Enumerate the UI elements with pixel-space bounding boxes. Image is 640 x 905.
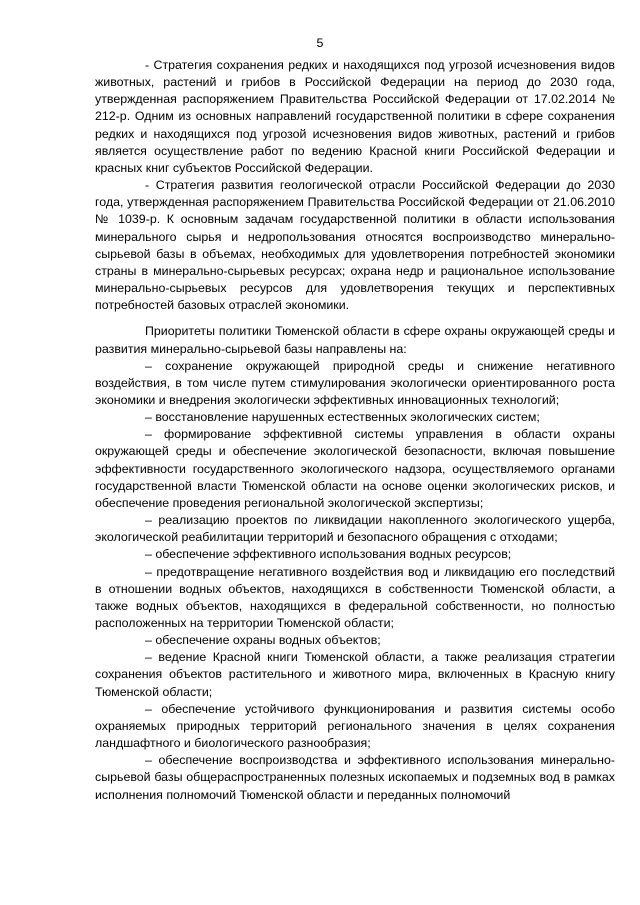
paragraph-strategy-rare-species: - Стратегия сохранения редких и находящихся под угрозой исчезновения видов животных, растений и грибов в Российской Федерации на период до 2030 года, утвержденная распоряжением Правительства Российской Федерации от 17.02.2014 № 212-р. Одним из основных направлений государственной политики в сфере сохранения редких и находящихся под угрозой исчезновения видов животных, растений и грибов является осуществление работ по ведению Красной книги Российской Федерации и красных книг субъектов Российской Федерации. bbox=[95, 58, 615, 175]
list-item-environment-preservation: – сохранение окружающей природной среды и снижение негативного воздействия, в том числе путем стимулирования экологически ориентированного роста экономики и внедрения экологически эффективных инновационных технологий; bbox=[95, 358, 615, 407]
list-item-red-book: – ведение Красной книги Тюменской области, а также реализация стратегии сохранения объектов растительного и животного мира, включенных в Красную книгу Тюменской области; bbox=[95, 650, 615, 699]
list-item-management-system: – формирование эффективной системы управления в области охраны окружающей среды и обеспечение экологической безопасности, включая повышение эффективности государственного экологического надзора, осуществляемого органами государственной власти Тюменской области на основе оценки экологических рисков, и обеспечение проведения региональной экологической экспертизы; bbox=[95, 427, 615, 510]
paragraph-gap bbox=[95, 314, 615, 323]
list-item-ecosystem-restoration: – восстановление нарушенных естественных экологических систем; bbox=[145, 410, 540, 425]
paragraph-strategy-geology: - Стратегия развития геологической отрасли Российской Федерации до 2030 года, утвержденная распоряжением Правительства Российской Федерации от 21.06.2010 № 1039-р. К основным задачам государственной политики в области использования минерального сырья и недропользования относятся воспроизводство минерально-сырьевой базы в объемах, необходимых для удовлетворения потребностей экономики страны в минерально-сырьевых ресурсах; охрана недр и рациональное использование минерально-сырьевых ресурсов для удовлетворения текущих и перспективных потребностей базовых отраслей экономики. bbox=[95, 178, 615, 313]
list-item-protected-areas: – обеспечение устойчивого функционирования и развития системы особо охраняемых природных территорий регионального значения в целях сохранения ландшафтного и биологического разнообразия; bbox=[95, 701, 615, 751]
document-body bbox=[95, 57, 615, 804]
paragraph-priorities-intro: Приоритеты политики Тюменской области в сфере охраны окружающей среды и развития минерально-сырьевой базы направлены на: bbox=[95, 324, 615, 356]
list-item-water-impact-prevention: – предотвращение негативного воздействия вод и ликвидацию его последствий в отношении водных объектов, находящихся в собственности Тюменской области, а также водных объектов, находящихся в федеральной собственности, но полностью расположенных на территории Тюменской области; bbox=[95, 564, 615, 630]
list-item-water-resources-use: – обеспечение эффективного использования водных ресурсов; bbox=[145, 547, 512, 562]
list-item-damage-liquidation: – реализацию проектов по ликвидации накопленного экологического ущерба, экологической реабилитации территорий и безопасного обращения с отходами; bbox=[95, 513, 615, 545]
list-item-mineral-base: – обеспечение воспроизводства и эффективного использования минерально-сырьевой базы общераспространенных полезных ископаемых и подземных вод в рамках исполнения полномочий Тюменской области и переданных полномочий bbox=[95, 753, 615, 802]
page-number: 5 bbox=[316, 36, 324, 50]
list-item-water-protection: – обеспечение охраны водных объектов; bbox=[145, 633, 381, 648]
